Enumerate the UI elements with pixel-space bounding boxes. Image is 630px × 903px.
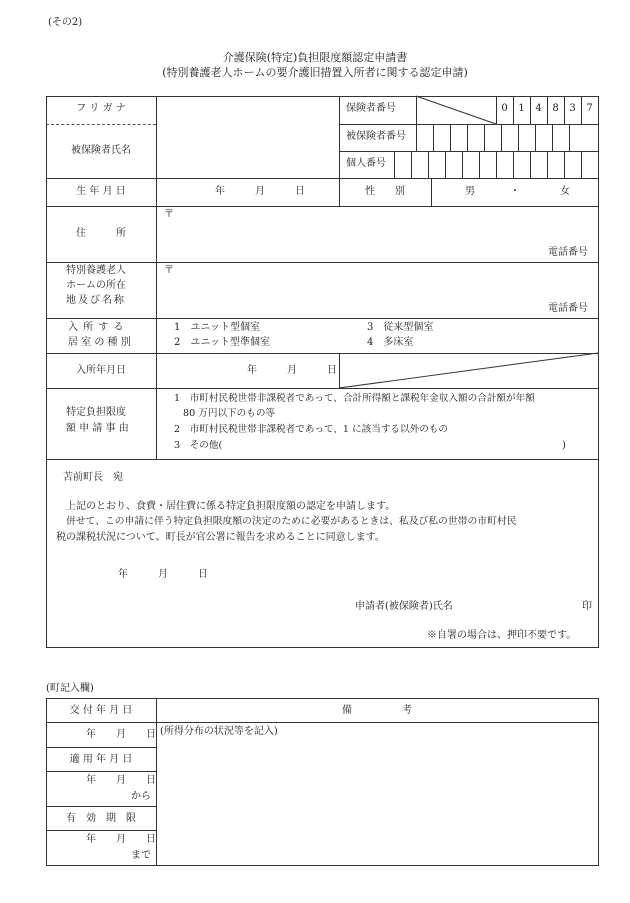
insurer-digit: 1 [518, 103, 525, 114]
seal-mark: 印 [582, 601, 592, 612]
insurer-number-label: 保険者番号 [346, 103, 396, 114]
personal-number-input[interactable] [395, 152, 598, 178]
address-label: 住 所 [76, 228, 126, 239]
postal-mark-icon: 〒 [164, 209, 174, 220]
applicant-name-label: 申請者(被保険者)氏名 [355, 601, 453, 612]
issue-date-ymd[interactable]: 年 月 日 [86, 729, 156, 740]
address-phone-label: 電話番号 [548, 247, 588, 258]
furigana-label: フ リ ガ ナ [76, 103, 126, 114]
declaration-line1: 上記のとおり、食費・居住費に係る特定負担限度額の認定を申請します。 [66, 501, 396, 512]
reason-option-1-cont: 80 万円以下のもの等 [183, 408, 276, 419]
declaration-line3: 税の課税状況について、町長が官公署に報告を求めることに同意します。 [56, 532, 385, 543]
valid-period-label: 有 効 期 限 [66, 813, 136, 824]
address-input[interactable] [176, 207, 596, 245]
valid-until-ymd[interactable]: 年 月 日 [86, 834, 156, 845]
room-type-label-line1: 入 所 す る [68, 322, 125, 333]
signature-note: ※自署の場合は、押印不要です。 [427, 630, 577, 641]
form-part-label: (その2) [48, 17, 83, 28]
applicant-name-input[interactable] [463, 598, 563, 614]
furigana-input[interactable] [157, 97, 339, 124]
sex-male-option[interactable]: 男 [465, 186, 475, 197]
remarks-label: 備 考 [342, 705, 412, 716]
admission-date-ymd[interactable]: 年 月 日 [247, 365, 337, 376]
apply-date-label: 適 用 年 月 日 [69, 754, 133, 765]
facility-address-input[interactable] [176, 263, 596, 301]
insured-number-input[interactable] [417, 125, 598, 151]
insurer-digit: 0 [501, 103, 508, 114]
insured-name-label: 被保険者氏名 [71, 145, 131, 156]
facility-label-line2: ホームの所在 [66, 280, 126, 291]
birth-date-ymd[interactable]: 年 月 日 [215, 186, 305, 197]
insurer-digit: 7 [586, 103, 593, 114]
declaration-line2: 併せて、この申請に伴う特定負担限度額の決定のために必要があるときは、私及び私の世帯の市町村民 [66, 516, 517, 527]
reason-option-2[interactable]: 2 市町村民税世帯非課税者であって、1 に該当する以外のもの [174, 424, 448, 435]
birth-date-label: 生 年 月 日 [76, 186, 126, 197]
facility-phone-label: 電話番号 [548, 303, 588, 314]
reason-option-3[interactable]: 3 その他( [174, 440, 223, 451]
facility-label-line3: 地及び名称 [66, 295, 126, 306]
remarks-input[interactable] [158, 742, 596, 863]
reason-label-line2: 額 申 請 事 由 [66, 423, 129, 434]
insured-name-input[interactable] [157, 125, 339, 178]
reason-label-line1: 特定負担限度 [66, 407, 126, 418]
sex-female-option[interactable]: 女 [560, 186, 570, 197]
personal-number-label: 個人番号 [346, 158, 386, 169]
reason-option-1[interactable]: 1 市町村民税世帯非課税者であって、合計所得額と課税年金収入額の合計額が年額 [174, 393, 535, 404]
valid-until-suffix: まで [131, 850, 151, 861]
insurer-digit: 4 [535, 103, 542, 114]
form-title: 介護保険(特定)負担限度額認定申請書 [222, 51, 408, 64]
room-option-multi-bed[interactable]: 4 多床室 [367, 337, 414, 348]
sex-separator: ・ [510, 186, 520, 197]
application-date-ymd[interactable]: 年 月 日 [118, 569, 208, 580]
facility-label-line1: 特別養護老人 [66, 265, 126, 276]
addressee: 苫前町長 宛 [63, 472, 123, 483]
room-option-unit-private[interactable]: 1 ユニット型個室 [174, 322, 260, 333]
insured-number-label: 被保険者番号 [346, 131, 406, 142]
room-option-unit-semi-private[interactable]: 2 ユニット型準個室 [174, 337, 270, 348]
office-section-title: (町記入欄) [46, 683, 94, 694]
form-subtitle: (特別養護老人ホームの要介護旧措置入所者に関する認定申請) [162, 66, 468, 79]
insurer-digit: 3 [569, 103, 576, 114]
insurer-digit: 8 [552, 103, 559, 114]
reason-option-3-close: ) [562, 440, 566, 451]
apply-date-ymd[interactable]: 年 月 日 [86, 775, 156, 786]
reason-other-input[interactable] [232, 439, 552, 453]
room-option-conventional-private[interactable]: 3 従来型個室 [367, 322, 434, 333]
facility-postal-mark-icon: 〒 [164, 265, 174, 276]
room-type-label-line2: 居 室 の 種 別 [68, 337, 131, 348]
issue-date-label: 交 付 年 月 日 [69, 705, 133, 716]
remarks-hint: (所得分布の状況等を記入) [160, 726, 278, 737]
sex-label: 性 別 [365, 186, 405, 197]
apply-date-from: から [131, 791, 151, 802]
admission-date-label: 入所年月日 [76, 365, 126, 376]
